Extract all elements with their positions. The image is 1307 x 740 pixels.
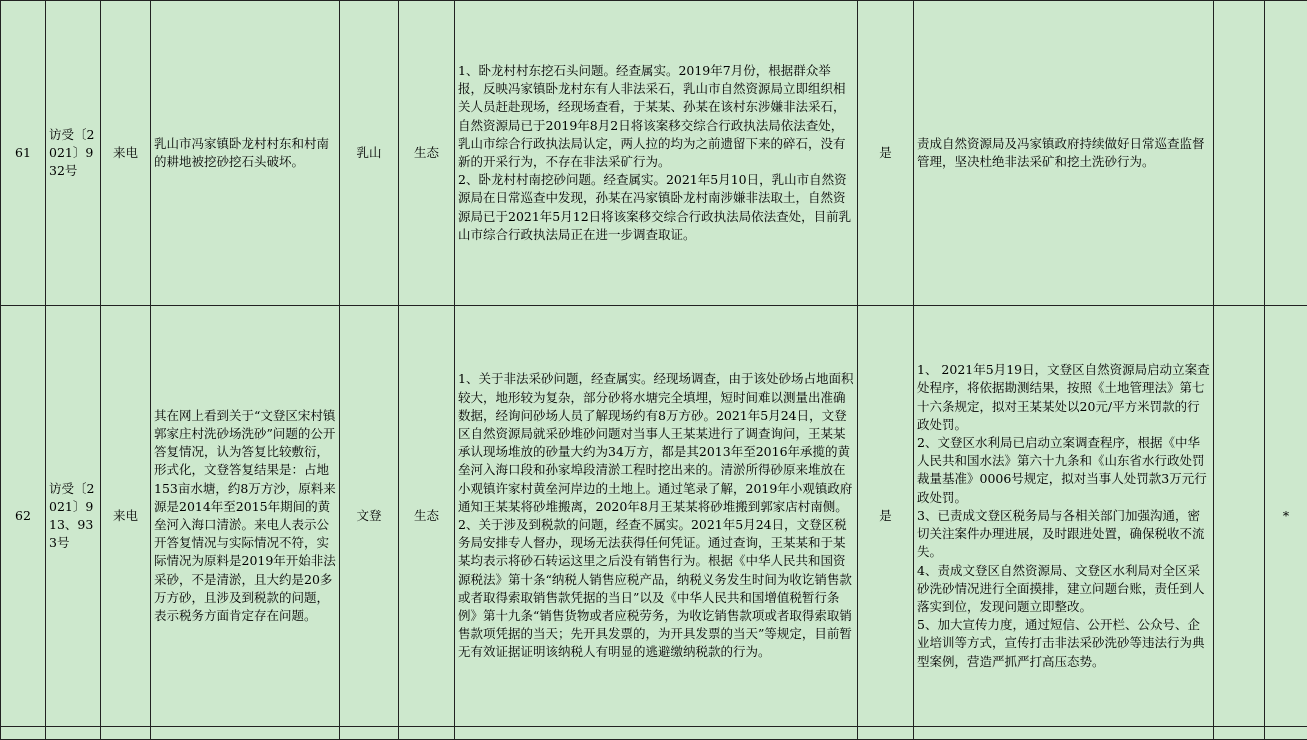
finding-paragraph: 2、卧龙村村南挖砂问题。经查属实。2021年5月10日，乳山市自然资源局在日常巡查中发现，孙某在冯家镇卧龙村南涉嫌非法取土，自然资源局已于2021年5月12日将该案移交综合行政执法局依法查处，目前乳山市综合行政执法局正在进一步调查取证。 (458, 171, 854, 244)
table-row (1, 1, 1307, 306)
handling-paragraph: 责成自然资源局及冯家镇政府持续做好日常巡查监督管理，坚决杜绝非法采矿和挖土洗砂行为。 (917, 135, 1210, 171)
verified-flag: 是 (858, 306, 914, 727)
case-id: 访受〔2021〕932号 (46, 1, 101, 306)
source-type: 来电 (101, 306, 151, 727)
mark-cell: * (1265, 306, 1307, 727)
category: 生态 (399, 1, 455, 306)
case-id: 访受〔2021〕913、933号 (46, 306, 101, 727)
handling (914, 1, 1214, 306)
complaint-content: 乳山市冯家镇卧龙村村东和村南的耕地被挖砂挖石头破坏。 (151, 1, 340, 306)
row-number: 61 (1, 1, 46, 306)
handling-paragraph: 2、文登区水利局已启动立案调查程序，根据《中华人民共和国水法》第六十九条和《山东省水行政处罚裁量基准》0006号规定，拟对当事人处罚款3万元行政处罚。 (917, 434, 1210, 507)
row-number: 62 (1, 306, 46, 727)
handling (914, 306, 1214, 727)
mark-cell (1265, 1, 1307, 306)
findings (455, 1, 858, 306)
handling-paragraph: 1、 2021年5月19日，文登区自然资源局启动立案查处程序，将依据勘测结果，按照《土地管理法》第七十六条规定，拟对王某某处以20元/平方米罚款的行政处罚。 (917, 361, 1210, 434)
finding-paragraph: 1、关于非法采砂问题，经查属实。经现场调查，由于该处砂场占地面积较大，地形较为复杂，部分砂将水塘完全填埋，短时间难以测量出准确数据，经询问砂场人员了解现场约有8万方砂。2021年5月24日，文登区自然资源局就采砂堆砂问题对当事人王某某进行了调查询问，王某某承认现场堆放的砂量大约为34万方，都是其2013年至2016年承揽的黄垒河入海口段和孙家埠段清淤工程时挖出来的。清淤所得砂原来堆放在小观镇许家村黄垒河岸边的土地上。通过笔录了解，2019年小观镇政府通知王某某将砂堆搬离，2020年8月王某某将砂堆搬到郭家店村南侧。 (458, 370, 854, 516)
source-type: 来电 (101, 1, 151, 306)
handling-paragraph: 4、责成文登区自然资源局、文登区水利局对全区采砂洗砂情况进行全面摸排，建立问题台账，责任到人落实到位，发现问题立即整改。 (917, 562, 1210, 617)
handling-paragraph: 5、加大宣传力度，通过短信、公开栏、公众号、企业培训等方式，宣传打击非法采砂洗砂等违法行为典型案例，营造严抓严打高压态势。 (917, 616, 1210, 671)
verified-flag: 是 (858, 1, 914, 306)
table-row (1, 727, 1307, 740)
complaint-content: 其在网上看到关于“文登区宋村镇郭家庄村洗砂场洗砂”问题的公开答复情况，认为答复比较敷衍，形式化，文登答复结果是：占地153亩水塘，约8万方沙，原料来源是2014年至2015年期间的黄垒河入海口清淤。来电人表示公开答复情况与实际情况不符，实际情况为原料是2019年开始非法采砂，不是清淤，且大约是20多万方砂，且涉及到税款的问题，表示税务方面肯定存在问题。 (151, 306, 340, 727)
finding-paragraph: 2、关于涉及到税款的问题，经查不属实。2021年5月24日，文登区税务局安排专人督办，现场无法获得任何凭证。通过查询，王某某和于某某均表示将砂石转运这里之后没有销售行为。根据《中华人民共和国资源税法》第十条“纳税人销售应税产品，纳税义务发生时间为收讫销售款或者取得索取销售款凭据的当日”以及《中华人民共和国增值税暂行条例》第十九条“销售货物或者应税劳务，为收讫销售款项或者取得索取销售款项凭据的当天；先开具发票的，为开具发票的当天”等规定，目前暂无有效证据证明该纳税人有明显的逃避缴纳税款的行为。 (458, 516, 854, 662)
findings (455, 306, 858, 727)
empty-cell (1214, 1, 1265, 306)
handling-paragraph: 3、已责成文登区税务局与各相关部门加强沟通，密切关注案件办理进展，及时跟进处置，确保税收不流失。 (917, 507, 1210, 562)
area: 文登 (340, 306, 399, 727)
area: 乳山 (340, 1, 399, 306)
table-row (1, 306, 1307, 727)
empty-cell (1214, 306, 1265, 727)
finding-paragraph: 1、卧龙村村东挖石头问题。经查属实。2019年7月份，根据群众举报，反映冯家镇卧龙村东有人非法采石，乳山市自然资源局立即组织相关人员赶赴现场，经现场查看，于某某、孙某在该村东涉嫌非法采石，自然资源局已于2019年8月2日将该案移交综合行政执法局依法查处，乳山市综合行政执法局认定，两人拉的均为之前遗留下来的碎石，没有新的开采行为，不存在非法采矿行为。 (458, 62, 854, 171)
category: 生态 (399, 306, 455, 727)
